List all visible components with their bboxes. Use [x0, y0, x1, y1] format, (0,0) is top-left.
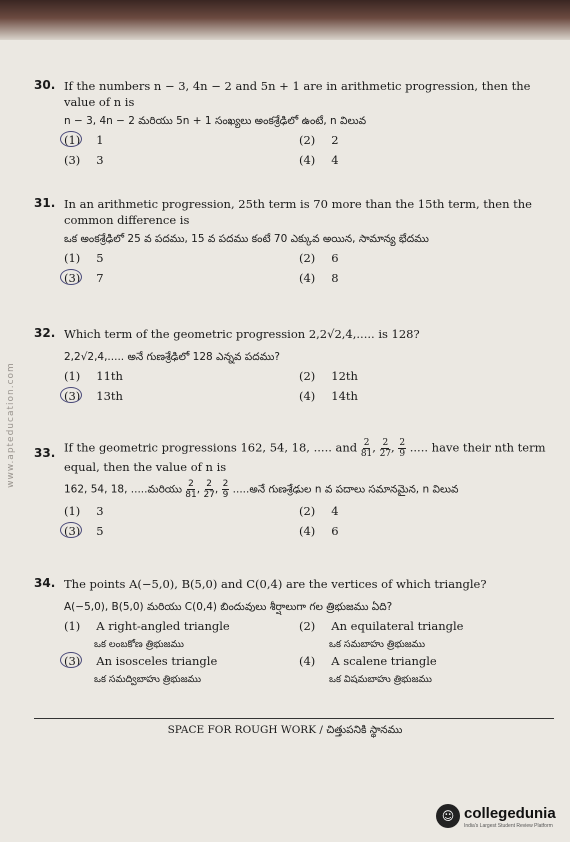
option-text: 5	[96, 251, 104, 265]
option-text: 11th	[96, 369, 123, 383]
fraction: $\frac{2}{81}$	[185, 479, 197, 500]
option-text: 7	[96, 271, 104, 285]
brand-tagline: India's Largest Student Review Platform	[464, 823, 553, 829]
option-2[interactable]	[299, 133, 534, 147]
question-text-telugu: 162, 54, 18, .....మరియు $\frac{2}{81}$ , $\frac{2}{27}$ , $\frac{2}{9}$ .....అనే గుణశ్రేఢుల n వ పదాలు సమానమైన, n విలువ	[64, 479, 459, 500]
brand-logo	[436, 796, 566, 836]
option-number: (2)	[299, 251, 316, 265]
question-text: If the geometric progressions 162, 54, 18, ..... and $\frac{2}{81}$ , $\frac{2}{27}$ , $\frac{2}{9}$ ..... have their nth term equal, then the value of n is	[64, 438, 546, 474]
question-number: 33.	[34, 446, 56, 460]
option-1[interactable]	[64, 504, 299, 518]
brand-text	[464, 803, 556, 829]
option-3[interactable]	[64, 654, 299, 687]
options	[64, 619, 564, 687]
fraction: $\frac{2}{27}$	[203, 479, 215, 500]
question-text-telugu: A(−5,0), B(5,0) మరియు C(0,4) బిందువులు శీర్షాలుగా గల త్రిభుజము ఏది?	[64, 601, 393, 613]
option-3[interactable]	[64, 524, 299, 538]
option-3[interactable]	[64, 153, 299, 167]
pen-mark	[60, 131, 82, 147]
option-text: 14th	[331, 389, 358, 403]
fraction: $\frac{2}{9}$	[399, 438, 406, 459]
option-3[interactable]	[64, 389, 299, 403]
option-4[interactable]	[299, 153, 534, 167]
option-text: 12th	[331, 369, 358, 383]
rough-work-label: SPACE FOR ROUGH WORK / చిత్తుపనికి స్థానము	[167, 724, 403, 736]
option-number: (4)	[299, 153, 316, 167]
option-number: (4)	[299, 654, 316, 668]
option-text: 6	[331, 251, 339, 265]
question-number: 32.	[34, 326, 56, 340]
option-text: 3	[96, 504, 104, 518]
pen-mark	[60, 522, 82, 538]
question-32	[34, 326, 564, 403]
divider	[34, 718, 554, 719]
option-text: An isosceles triangle	[96, 654, 218, 668]
option-text: 4	[331, 153, 339, 167]
options	[64, 504, 564, 538]
option-1[interactable]	[64, 251, 299, 265]
option-number: (4)	[299, 524, 316, 538]
option-1[interactable]	[64, 133, 299, 147]
option-number: (4)	[299, 389, 316, 403]
question-text: Which term of the geometric progression 2,2√2,4,..... is 128?	[64, 327, 420, 341]
option-2[interactable]	[299, 251, 534, 265]
question-30	[34, 78, 564, 167]
option-text-telugu: ఒక సమద్విబాహు త్రిభుజము	[94, 674, 202, 685]
option-text: 13th	[96, 389, 123, 403]
question-text-telugu: n − 3, 4n − 2 మరియు 5n + 1 సంఖ్యలు అంకశ్రేఢిలో ఉంటే, n విలువ	[64, 115, 367, 127]
options	[64, 369, 564, 403]
option-number: (3)	[64, 153, 81, 167]
option-number: (4)	[299, 271, 316, 285]
option-3[interactable]	[64, 271, 299, 285]
option-4[interactable]	[299, 271, 534, 285]
option-number: (3)	[64, 524, 80, 538]
option-number: (2)	[299, 133, 316, 147]
question-text: In an arithmetic progression, 25th term is 70 more than the 15th term, then the common difference is	[64, 197, 532, 227]
option-number: (1)	[64, 504, 81, 518]
option-1[interactable]	[64, 369, 299, 383]
option-text: A right-angled triangle	[96, 619, 230, 633]
student-face-icon: ☺	[436, 804, 460, 828]
option-2[interactable]	[299, 504, 534, 518]
option-text: 5	[96, 524, 104, 538]
fraction: $\frac{2}{81}$	[360, 438, 373, 459]
option-text: 2	[331, 133, 339, 147]
option-number: (3)	[64, 654, 80, 668]
option-number: (3)	[64, 389, 80, 403]
option-text: A scalene triangle	[331, 654, 437, 668]
question-text-telugu: 2,2√2,4,..... అనే గుణశ్రేఢిలో 128 ఎన్నవ పదము?	[64, 351, 281, 363]
option-text: 1	[96, 133, 104, 147]
question-text: If the numbers n − 3, 4n − 2 and 5n + 1 are in arithmetic progression, then the value of n is	[64, 79, 531, 109]
side-watermark: www.apteducation.com	[5, 362, 16, 488]
question-number: 31.	[34, 196, 56, 210]
option-number: (1)	[64, 369, 81, 383]
option-text: 6	[331, 524, 339, 538]
question-text: The points A(−5,0), B(5,0) and C(0,4) are the vertices of which triangle?	[64, 577, 487, 591]
question-number: 34.	[34, 576, 56, 590]
option-number: (2)	[299, 619, 316, 633]
option-4[interactable]	[299, 654, 534, 687]
brand-name: collegedunia	[464, 805, 556, 822]
fraction: $\frac{2}{9}$	[222, 479, 229, 500]
question-33	[34, 438, 564, 538]
option-number: (1)	[64, 619, 81, 633]
option-2[interactable]	[299, 619, 534, 652]
question-34	[34, 576, 564, 687]
option-4[interactable]	[299, 524, 534, 538]
option-number: (2)	[299, 504, 316, 518]
question-31	[34, 196, 564, 285]
option-number: (1)	[64, 133, 80, 147]
option-number: (3)	[64, 271, 80, 285]
option-text: 3	[96, 153, 104, 167]
pen-mark	[60, 269, 82, 285]
option-text: 4	[331, 504, 339, 518]
scan-top-shadow	[0, 0, 570, 40]
option-text-telugu: ఒక లంబకోణ త్రిభుజము	[94, 639, 184, 650]
option-1[interactable]	[64, 619, 299, 652]
question-number: 30.	[34, 78, 56, 92]
option-4[interactable]	[299, 389, 534, 403]
option-number: (1)	[64, 251, 81, 265]
pen-mark	[60, 387, 82, 403]
options	[64, 251, 564, 285]
option-text: 8	[331, 271, 339, 285]
option-text-telugu: ఒక విషమబాహు త్రిభుజము	[329, 674, 432, 685]
pen-mark	[60, 652, 82, 668]
option-text-telugu: ఒక సమబాహు త్రిభుజము	[329, 639, 426, 650]
option-2[interactable]	[299, 369, 534, 383]
fraction: $\frac{2}{27}$	[379, 438, 392, 459]
question-text-telugu: ఒక అంకశ్రేఢిలో 25 వ పదము, 15 వ పదము కంటే 70 ఎక్కువ అయిన, సామాన్య భేదము	[64, 233, 429, 245]
options	[64, 133, 564, 167]
option-number: (2)	[299, 369, 316, 383]
option-text: An equilateral triangle	[331, 619, 464, 633]
